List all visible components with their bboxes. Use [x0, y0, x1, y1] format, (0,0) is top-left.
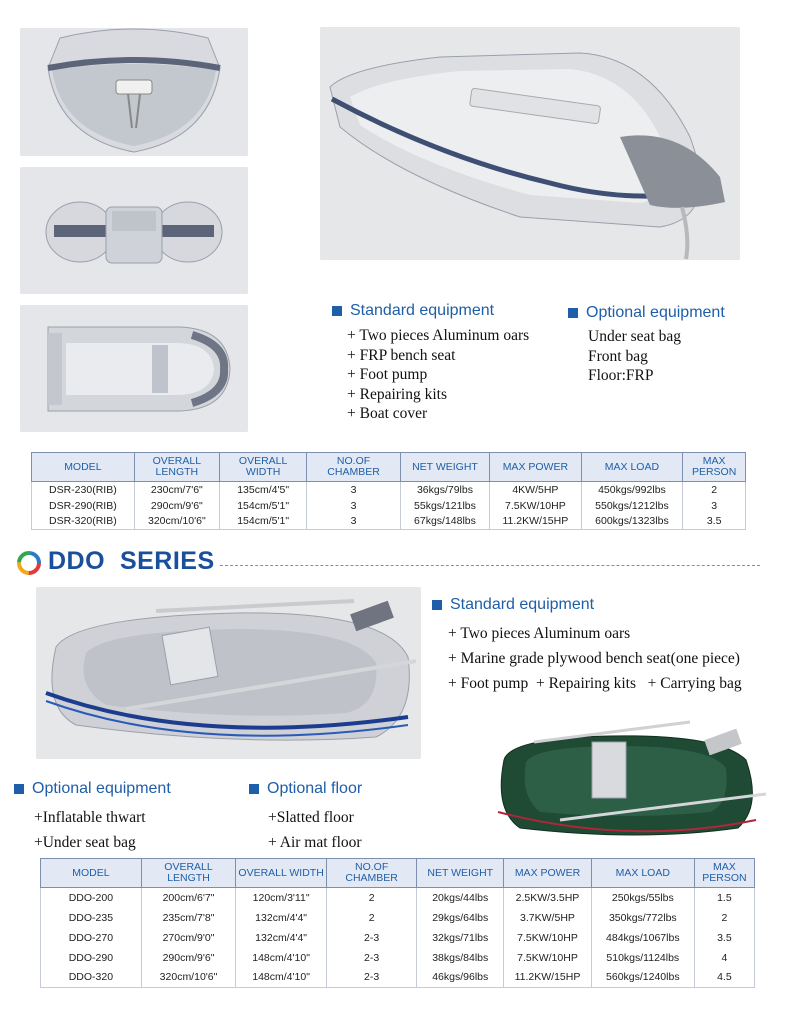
ddo-optional-equipment-list	[34, 805, 146, 855]
table-cell: 560kgs/1240lbs	[591, 968, 694, 988]
list-item: Under seat bag	[588, 328, 681, 345]
table-cell: 4	[694, 948, 754, 968]
rib-spec-table	[31, 452, 746, 530]
table-cell: 2	[694, 908, 754, 928]
series-divider-dashed-line	[220, 565, 760, 566]
table-cell: 3	[307, 498, 400, 514]
table-cell: DDO-200	[41, 888, 142, 908]
rib-optional-equipment-heading	[568, 304, 725, 322]
list-item: + Repairing kits	[347, 385, 448, 403]
ddo-green-boat-photo	[490, 716, 770, 848]
list-item: Front bag	[588, 347, 648, 365]
rib-boat-main-photo	[320, 27, 740, 260]
table-cell: 20kgs/44lbs	[417, 888, 504, 908]
table-row	[32, 482, 746, 498]
table-cell: 320cm/10'6"	[141, 968, 235, 988]
rib-optional-equipment-list	[588, 327, 681, 386]
table-cell: 290cm/9'6"	[134, 498, 219, 514]
table-cell: 2-3	[326, 948, 416, 968]
table-cell: 250kgs/55lbs	[591, 888, 694, 908]
rib-optional-equipment-title: Optional equipment	[586, 304, 725, 321]
table-cell: 120cm/3'11"	[236, 888, 327, 908]
list-item: + Foot pump + Repairing kits + Carrying bag	[448, 675, 742, 692]
table-cell: 11.2KW/15HP	[504, 968, 592, 988]
table-cell: DDO-235	[41, 908, 142, 928]
rib-boat-front-view-photo	[20, 28, 248, 156]
rib-standard-equipment-heading	[332, 302, 494, 320]
table-header-row	[41, 859, 755, 888]
table-cell: 270cm/9'0"	[141, 928, 235, 948]
table-cell: 32kgs/71lbs	[417, 928, 504, 948]
col-power-header: MAX POWER	[490, 453, 581, 482]
table-cell: 510kgs/1124lbs	[591, 948, 694, 968]
table-cell: 55kgs/121lbs	[400, 498, 489, 514]
table-cell: 7.5KW/10HP	[504, 948, 592, 968]
table-cell: 2	[683, 482, 746, 498]
list-item: +Slatted floor	[268, 809, 354, 826]
table-cell: 3.7KW/5HP	[504, 908, 592, 928]
rib-standard-equipment-title: Standard equipment	[350, 302, 495, 319]
table-cell: 154cm/5'1"	[219, 514, 306, 530]
col-model-header: MODEL	[41, 859, 142, 888]
table-cell: 235cm/7'8"	[141, 908, 235, 928]
col-person-header: MAX PERSON	[694, 859, 754, 888]
table-cell: DSR-320(RIB)	[32, 514, 135, 530]
list-item: + Boat cover	[347, 405, 428, 422]
table-cell: 320cm/10'6"	[134, 514, 219, 530]
table-cell: 2	[326, 908, 416, 928]
table-cell: 3	[307, 514, 400, 530]
list-item: +Under seat bag	[34, 834, 136, 851]
table-row	[41, 888, 755, 908]
table-row	[32, 514, 746, 530]
ddo-optional-floor-title: Optional floor	[267, 780, 363, 797]
col-power-header: MAX POWER	[504, 859, 592, 888]
table-cell: 7.5KW/10HP	[490, 498, 581, 514]
table-cell: DDO-320	[41, 968, 142, 988]
table-cell: 4.5	[694, 968, 754, 988]
table-row	[41, 908, 755, 928]
table-cell: DDO-270	[41, 928, 142, 948]
table-cell: 36kgs/79lbs	[400, 482, 489, 498]
ddo-standard-equipment-title: Standard equipment	[450, 596, 595, 613]
blue-square-bullet-icon	[249, 784, 259, 794]
table-cell: 4KW/5HP	[490, 482, 581, 498]
table-cell: 7.5KW/10HP	[504, 928, 592, 948]
ddo-spec-table	[40, 858, 755, 988]
table-cell: 154cm/5'1"	[219, 498, 306, 514]
table-cell: 3.5	[694, 928, 754, 948]
ddo-grey-boat-photo	[36, 587, 421, 759]
table-cell: 148cm/4'10"	[236, 948, 327, 968]
table-cell: 230cm/7'6"	[134, 482, 219, 498]
col-width-header: OVERALL WIDTH	[236, 859, 327, 888]
table-cell: 3	[683, 498, 746, 514]
table-cell: 132cm/4'4"	[236, 908, 327, 928]
table-cell: 11.2KW/15HP	[490, 514, 581, 530]
ddo-optional-equipment-heading	[14, 780, 171, 798]
table-cell: 484kgs/1067lbs	[591, 928, 694, 948]
list-item: + Air mat floor	[268, 834, 362, 851]
table-cell: 38kgs/84lbs	[417, 948, 504, 968]
col-load-header: MAX LOAD	[591, 859, 694, 888]
table-cell: DDO-290	[41, 948, 142, 968]
blue-square-bullet-icon	[432, 600, 442, 610]
table-row	[41, 928, 755, 948]
col-model-header: MODEL	[32, 453, 135, 482]
ddo-optional-floor-heading	[249, 780, 362, 798]
table-cell: 3.5	[683, 514, 746, 530]
table-cell: 2-3	[326, 928, 416, 948]
col-length-header: OVERALL LENGTH	[141, 859, 235, 888]
blue-square-bullet-icon	[568, 308, 578, 318]
table-cell: 350kgs/772lbs	[591, 908, 694, 928]
list-item: + Two pieces Aluminum oars	[448, 625, 631, 642]
table-header-row	[32, 453, 746, 482]
table-cell: 46kgs/96lbs	[417, 968, 504, 988]
list-item: + Marine grade plywood bench seat(one piece)	[448, 650, 740, 667]
table-cell: 135cm/4'5"	[219, 482, 306, 498]
ddo-standard-equipment-list	[448, 621, 742, 696]
col-width-header: OVERALL WIDTH	[219, 453, 306, 482]
ddo-optional-floor-list	[268, 805, 362, 855]
col-length-header: OVERALL LENGTH	[134, 453, 219, 482]
ddo-series-title: DDO SERIES	[48, 547, 215, 575]
table-row	[41, 948, 755, 968]
col-load-header: MAX LOAD	[581, 453, 683, 482]
ddo-standard-equipment-heading	[432, 596, 594, 614]
table-cell: DSR-230(RIB)	[32, 482, 135, 498]
col-weight-header: NET WEIGHT	[417, 859, 504, 888]
table-cell: 29kgs/64lbs	[417, 908, 504, 928]
table-cell: 200cm/6'7"	[141, 888, 235, 908]
col-weight-header: NET WEIGHT	[400, 453, 489, 482]
rib-boat-rear-view-photo	[20, 167, 248, 294]
list-item: +Inflatable thwart	[34, 809, 146, 826]
list-item: Floor:FRP	[588, 367, 654, 384]
blue-square-bullet-icon	[332, 306, 342, 316]
blue-square-bullet-icon	[14, 784, 24, 794]
table-cell: 550kgs/1212lbs	[581, 498, 683, 514]
list-item: + Foot pump	[347, 366, 428, 383]
table-cell: 2.5KW/3.5HP	[504, 888, 592, 908]
ddo-series-logo-icon	[16, 550, 42, 576]
table-row	[41, 968, 755, 988]
table-cell: 290cm/9'6"	[141, 948, 235, 968]
table-cell: 1.5	[694, 888, 754, 908]
table-cell: 450kgs/992lbs	[581, 482, 683, 498]
table-cell: 3	[307, 482, 400, 498]
col-chamber-header: NO.OF CHAMBER	[307, 453, 400, 482]
rib-boat-top-view-photo	[20, 305, 248, 432]
table-row	[32, 498, 746, 514]
table-cell: 67kgs/148lbs	[400, 514, 489, 530]
list-item: + Two pieces Aluminum oars	[347, 327, 530, 344]
list-item: + FRP bench seat	[347, 346, 456, 364]
rib-standard-equipment-list	[347, 326, 529, 424]
col-person-header: MAX PERSON	[683, 453, 746, 482]
table-cell: 148cm/4'10"	[236, 968, 327, 988]
table-cell: 600kgs/1323lbs	[581, 514, 683, 530]
table-cell: 2	[326, 888, 416, 908]
table-cell: 2-3	[326, 968, 416, 988]
table-cell: DSR-290(RIB)	[32, 498, 135, 514]
ddo-optional-equipment-title: Optional equipment	[32, 780, 171, 797]
col-chamber-header: NO.OF CHAMBER	[326, 859, 416, 888]
table-cell: 132cm/4'4"	[236, 928, 327, 948]
